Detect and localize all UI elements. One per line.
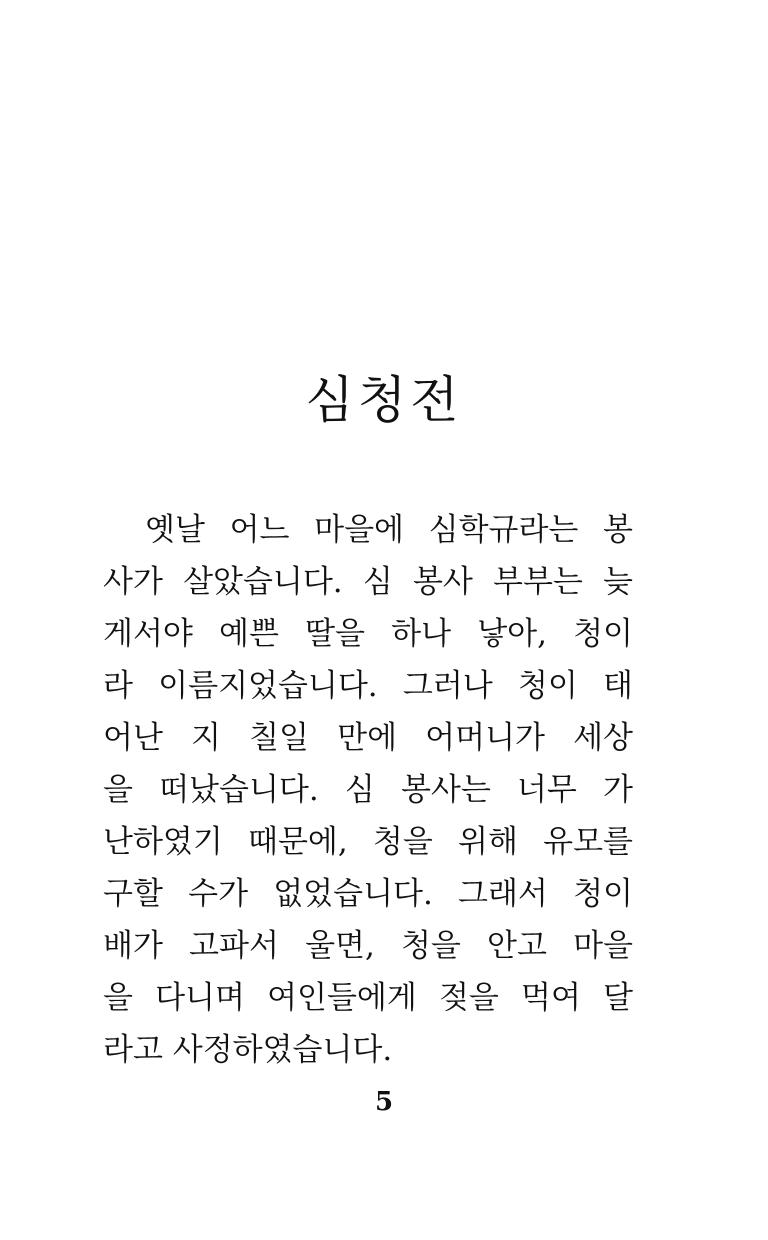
paragraph-line: 배가 고파서 울면, 청을 안고 마을 xyxy=(103,928,633,964)
page-number: 5 xyxy=(374,1087,394,1117)
paragraph-line: 어난 지 칠일 만에 어머니가 세상 xyxy=(103,720,633,756)
page-title: 심청전 xyxy=(305,371,463,429)
paragraph-line: 을 떠났습니다. 심 봉사는 너무 가 xyxy=(103,772,633,808)
paragraph-line: 을 다니며 여인들에게 젖을 먹여 달 xyxy=(103,980,633,1016)
paragraph-line: 옛날 어느 마을에 심학규라는 봉 xyxy=(145,512,633,548)
paragraph-line: 구할 수가 없었습니다. 그래서 청이 xyxy=(103,876,633,912)
paragraph-line: 라고 사정하였습니다. xyxy=(103,1032,393,1068)
paragraph-line: 사가 살았습니다. 심 봉사 부부는 늦 xyxy=(103,564,633,600)
paragraph-line: 라 이름지었습니다. 그러나 청이 태 xyxy=(103,668,633,704)
paragraph-line: 난하였기 때문에, 청을 위해 유모를 xyxy=(103,824,633,860)
paragraph-line: 게서야 예쁜 딸을 하나 낳아, 청이 xyxy=(103,616,633,652)
story-paragraph xyxy=(103,504,633,1076)
